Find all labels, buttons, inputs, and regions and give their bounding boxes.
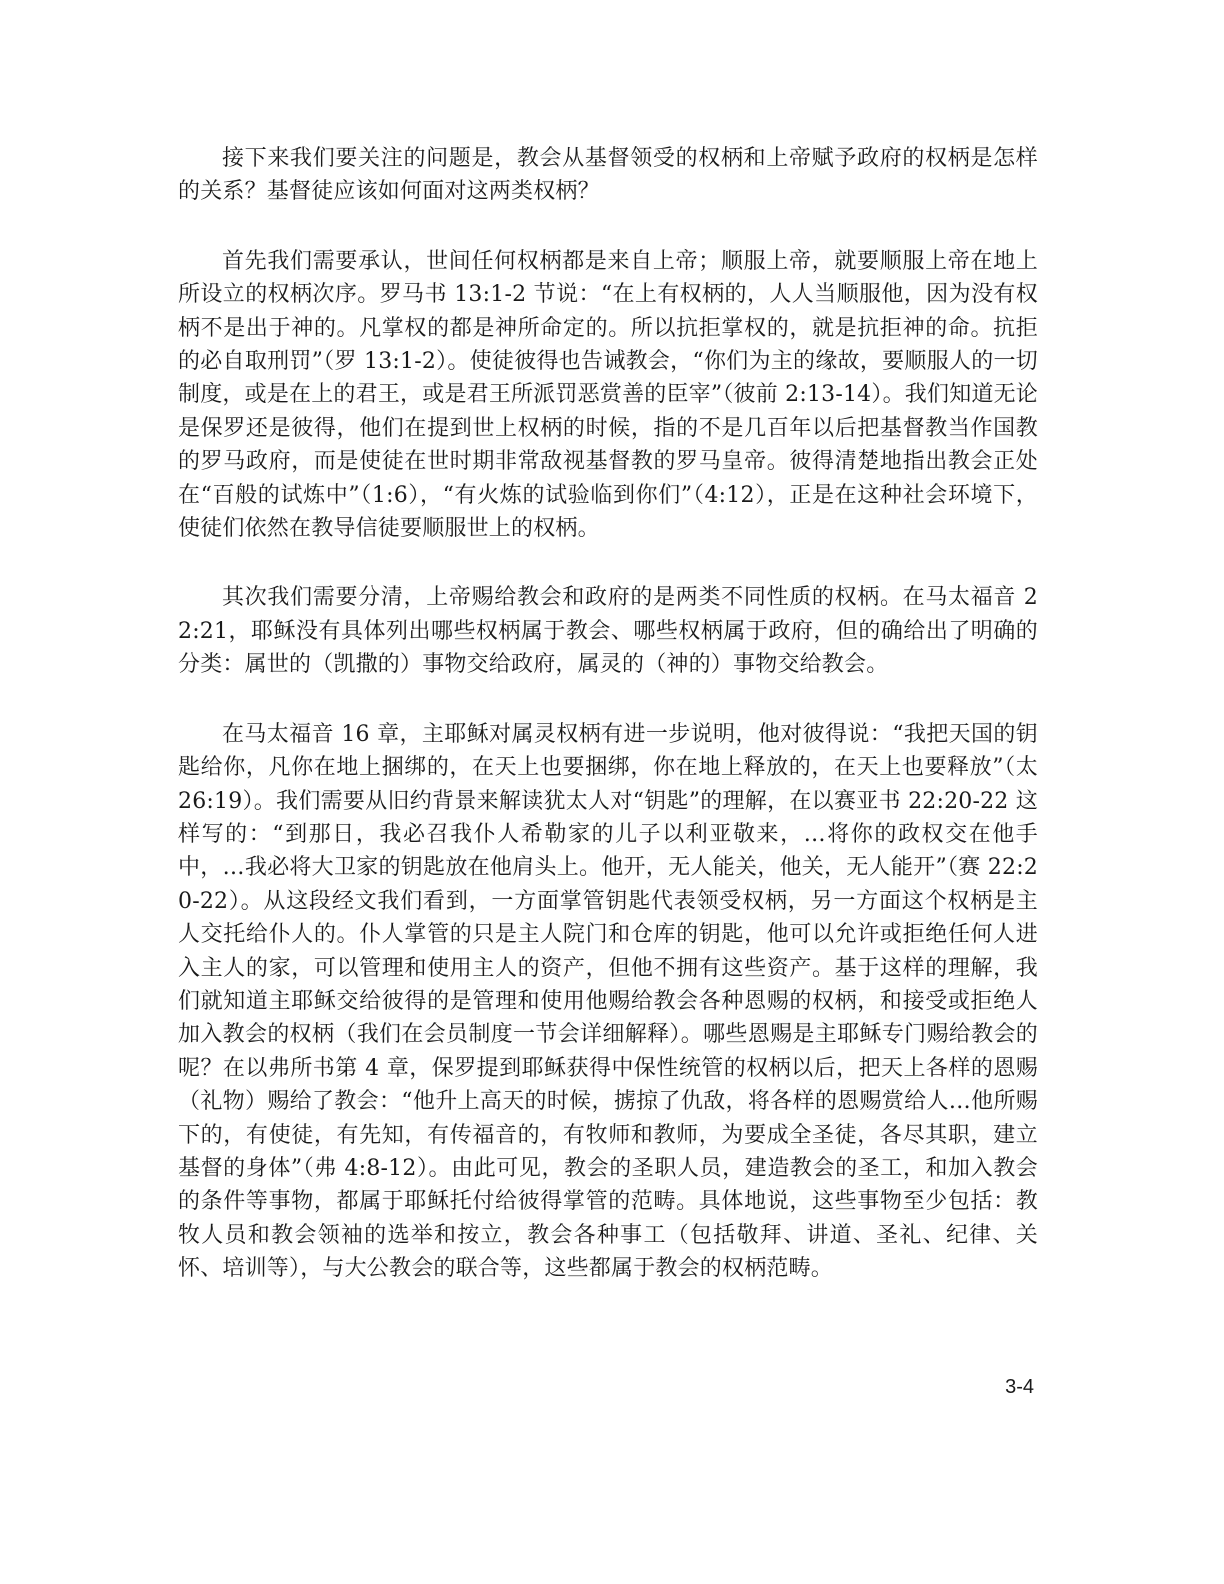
- paragraph-2: 首先我们需要承认，世间任何权柄都是来自上帝；顺服上帝，就要顺服上帝在地上所设立的权柄次序。罗马书 13:1-2 节说：“在上有权柄的，人人当顺服他，因为没有权柄不是出于神的。凡掌权的都是神所命定的。所以抗拒掌权的，就是抗拒神的命。抗拒的必自取刑罚”（罗 13:1-2）。使徒彼得也告诫教会，“你们为主的缘故，要顺服人的一切制度，或是在上的君王，或是君王所派罚恶赏善的臣宰”（彼前 2:13-14）。我们知道无论是保罗还是彼得，他们在提到世上权柄的时候，指的不是几百年以后把基督教当作国教的罗马政府，而是使徒在世时期非常敌视基督教的罗马皇帝。彼得清楚地指出教会正处在“百般的试炼中”（1:6），“有火炼的试验临到你们”（4:12），正是在这种社会环境下，使徒们依然在教导信徒要顺服世上的权柄。: [178, 248, 1038, 542]
- paragraph-1: 接下来我们要关注的问题是，教会从基督领受的权柄和上帝赋予政府的权柄是怎样的关系？基督徒应该如何面对这两类权柄？: [178, 146, 1038, 205]
- document-body: [178, 142, 1038, 1322]
- page-number: 3-4: [1005, 1376, 1034, 1398]
- paragraph-3: 其次我们需要分清，上帝赐给教会和政府的是两类不同性质的权柄。在马太福音 22:21，耶稣没有具体列出哪些权柄属于教会、哪些权柄属于政府，但的确给出了明确的分类：属世的（凯撒的）事物交给政府，属灵的（神的）事物交给教会。: [178, 585, 1038, 678]
- paragraph-4: 在马太福音 16 章，主耶稣对属灵权柄有进一步说明，他对彼得说：“我把天国的钥匙给你，凡你在地上捆绑的，在天上也要捆绑，你在地上释放的，在天上也要释放”（太 26:19）。我们需要从旧约背景来解读犹太人对“钥匙”的理解，在以赛亚书 22:20-22 这样写的：“到那日，我必召我仆人希勒家的儿子以利亚敬来，…将你的政权交在他手中，…我必将大卫家的钥匙放在他肩头上。他开，无人能关，他关，无人能开”（赛 22:20-22）。从这段经文我们看到，一方面掌管钥匙代表领受权柄，另一方面这个权柄是主人交托给仆人的。仆人掌管的只是主人院门和仓库的钥匙，他可以允许或拒绝任何人进入主人的家，可以管理和使用主人的资产，但他不拥有这些资产。基于这样的理解，我们就知道主耶稣交给彼得的是管理和使用他赐给教会各种恩赐的权柄，和接受或拒绝人加入教会的权柄（我们在会员制度一节会详细解释）。哪些恩赐是主耶稣专门赐给教会的呢？在以弗所书第 4 章，保罗提到耶稣获得中保性统管的权柄以后，把天上各样的恩赐（礼物）赐给了教会：“他升上高天的时候，掳掠了仇敌，将各样的恩赐赏给人…他所赐下的，有使徒，有先知，有传福音的，有牧师和教师，为要成全圣徒，各尽其职，建立基督的身体”（弗 4:8-12）。由此可见，教会的圣职人员，建造教会的圣工，和加入教会的条件等事物，都属于耶稣托付给彼得掌管的范畴。具体地说，这些事物至少包括：教牧人员和教会领袖的选举和按立，教会各种事工（包括敬拜、讲道、圣礼、纪律、关怀、培训等），与大公教会的联合等，这些都属于教会的权柄范畴。: [178, 721, 1038, 1282]
